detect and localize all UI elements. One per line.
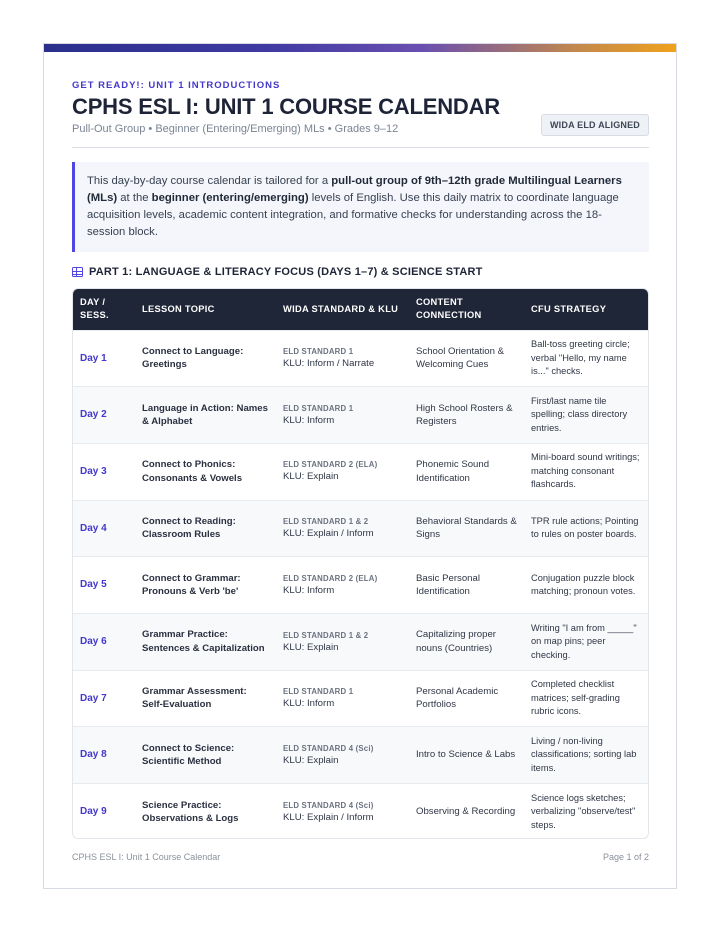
document-page: [43, 43, 677, 889]
intro-callout: [72, 162, 649, 252]
cell-day: Day 5: [80, 579, 107, 591]
klu-label: KLU: Explain / Inform: [283, 528, 374, 540]
intro-bold-2: beginner (entering/emerging): [151, 192, 309, 204]
cell-topic: Connect to Language: Greetings: [142, 345, 244, 371]
klu-label: KLU: Inform: [283, 698, 335, 710]
standard-label: ELD STANDARD 2 (ELA): [283, 573, 378, 583]
cell-cfu: Conjugation puzzle block matching; pronoun votes.: [531, 572, 636, 597]
calendar-table: [73, 289, 649, 839]
cell-cfu: Ball-toss greeting circle; verbal "Hello, my name is..." checks.: [531, 339, 630, 377]
intro-text-2: at the: [117, 192, 152, 204]
cell-standard: [276, 670, 409, 727]
table-row: [73, 387, 649, 444]
cell-standard: [276, 443, 409, 500]
cell-day: Day 8: [80, 749, 107, 761]
intro-text-1: This day-by-day course calendar is tailored for a: [87, 175, 332, 187]
header-content: CONTENT CONNECTION: [416, 297, 482, 321]
klu-label: KLU: Explain: [283, 754, 339, 766]
cell-standard: [276, 500, 409, 557]
standard-label: ELD STANDARD 4 (Sci): [283, 800, 374, 810]
alignment-badge: WIDA ELD ALIGNED: [541, 114, 649, 136]
cell-cfu: Science logs sketches; verbalizing "observe/test" steps.: [531, 792, 636, 830]
cell-content: High School Rosters & Registers: [416, 402, 513, 428]
cell-standard: [276, 727, 409, 784]
cell-standard: [276, 387, 409, 444]
cell-day: Day 7: [80, 692, 107, 704]
table-row: [73, 330, 649, 387]
standard-label: ELD STANDARD 4 (Sci): [283, 743, 374, 753]
header-cfu: CFU STRATEGY: [531, 303, 607, 314]
footer-page-number: Page 1 of 2: [602, 852, 649, 862]
cell-day: Day 3: [80, 465, 107, 477]
header-standard: WIDA STANDARD & KLU: [283, 303, 399, 314]
standard-label: ELD STANDARD 2 (ELA): [283, 460, 378, 470]
cell-standard: [276, 784, 409, 840]
cell-standard: [276, 330, 409, 387]
cell-topic: Science Practice: Observations & Logs: [142, 799, 239, 825]
calendar-table-container: [72, 288, 649, 839]
table-row: [73, 557, 649, 614]
cell-topic: Connect to Science: Scientific Method: [142, 742, 235, 768]
cell-cfu: Completed checklist matrices; self-grading rubric icons.: [531, 679, 620, 717]
cell-day: Day 4: [80, 522, 107, 534]
cell-standard: [276, 557, 409, 614]
section-title: PART 1: LANGUAGE & LITERACY FOCUS (DAYS 1–7) & SCIENCE START: [89, 266, 483, 278]
cell-content: Personal Academic Portfolios: [416, 685, 499, 711]
table-row: [73, 443, 649, 500]
cell-content: School Orientation & Welcoming Cues: [416, 345, 504, 371]
standard-label: ELD STANDARD 1 & 2: [283, 517, 369, 527]
accent-bar: [44, 44, 676, 52]
section-heading: [72, 266, 483, 278]
klu-label: KLU: Explain: [283, 471, 339, 483]
cell-content: Phonemic Sound Identification: [416, 459, 490, 484]
cell-cfu: Living / non-living classifications; sorting lab items.: [531, 735, 637, 773]
cell-standard: [276, 613, 409, 670]
cell-content: Intro to Science & Labs: [416, 749, 516, 761]
header-day: DAY / SESS.: [80, 297, 109, 321]
table-grid-icon: [72, 267, 83, 277]
standard-label: ELD STANDARD 1: [283, 403, 354, 413]
klu-label: KLU: Inform: [283, 584, 335, 596]
header-divider: [72, 147, 649, 148]
standard-label: ELD STANDARD 1: [283, 687, 354, 697]
table-row: [73, 500, 649, 557]
intro-bold-1: pull-out group of 9th–12th grade Multilingual Learners (MLs): [87, 175, 622, 204]
table-header-row: [73, 289, 649, 330]
cell-cfu: TPR rule actions; Pointing to rules on poster boards.: [531, 515, 639, 540]
cell-topic: Language in Action: Names & Alphabet: [142, 402, 268, 428]
page-title: CPHS ESL I: UNIT 1 COURSE CALENDAR: [72, 94, 500, 119]
cell-topic: Grammar Assessment: Self-Evaluation: [142, 685, 247, 711]
standard-label: ELD STANDARD 1: [283, 347, 354, 357]
standard-label: ELD STANDARD 1 & 2: [283, 630, 369, 640]
cell-day: Day 1: [80, 352, 107, 364]
cell-topic: Connect to Phonics: Consonants & Vowels: [142, 459, 243, 484]
cell-topic: Grammar Practice: Sentences & Capitalization: [142, 629, 265, 654]
table-row: [73, 727, 649, 784]
cell-day: Day 9: [80, 806, 107, 818]
klu-label: KLU: Explain / Inform: [283, 811, 374, 823]
cell-topic: Connect to Reading: Classroom Rules: [142, 515, 236, 541]
klu-label: KLU: Inform / Narrate: [283, 358, 375, 370]
cell-content: Capitalizing proper nouns (Countries): [416, 629, 496, 654]
table-row: [73, 784, 649, 840]
cell-topic: Connect to Grammar: Pronouns & Verb 'be': [142, 572, 241, 598]
table-row: [73, 613, 649, 670]
cell-day: Day 6: [80, 636, 107, 648]
header-topic: LESSON TOPIC: [142, 303, 215, 314]
klu-label: KLU: Explain: [283, 641, 339, 653]
cell-cfu: Mini-board sound writings; matching consonant flashcards.: [531, 452, 640, 490]
intro-text-3: levels of English. Use this daily matrix to coordinate language acquisition levels, academic content integration, and formative checks for understanding across the 18-session block.: [87, 192, 619, 238]
eyebrow-label: GET READY!: UNIT 1 INTRODUCTIONS: [72, 80, 281, 91]
cell-cfu: First/last name tile spelling; class directory entries.: [531, 395, 628, 433]
footer-document-title: CPHS ESL I: Unit 1 Course Calendar: [72, 852, 221, 862]
cell-cfu: Writing "I am from _____" on map pins; peer checking.: [531, 622, 637, 660]
table-row: [73, 670, 649, 727]
cell-content: Behavioral Standards & Signs: [416, 515, 517, 541]
cell-day: Day 2: [80, 409, 107, 421]
klu-label: KLU: Inform: [283, 414, 335, 426]
page-subtitle: Pull-Out Group • Beginner (Entering/Emerging) MLs • Grades 9–12: [72, 123, 399, 135]
cell-content: Observing & Recording: [416, 806, 516, 818]
cell-content: Basic Personal Identification: [416, 572, 480, 598]
